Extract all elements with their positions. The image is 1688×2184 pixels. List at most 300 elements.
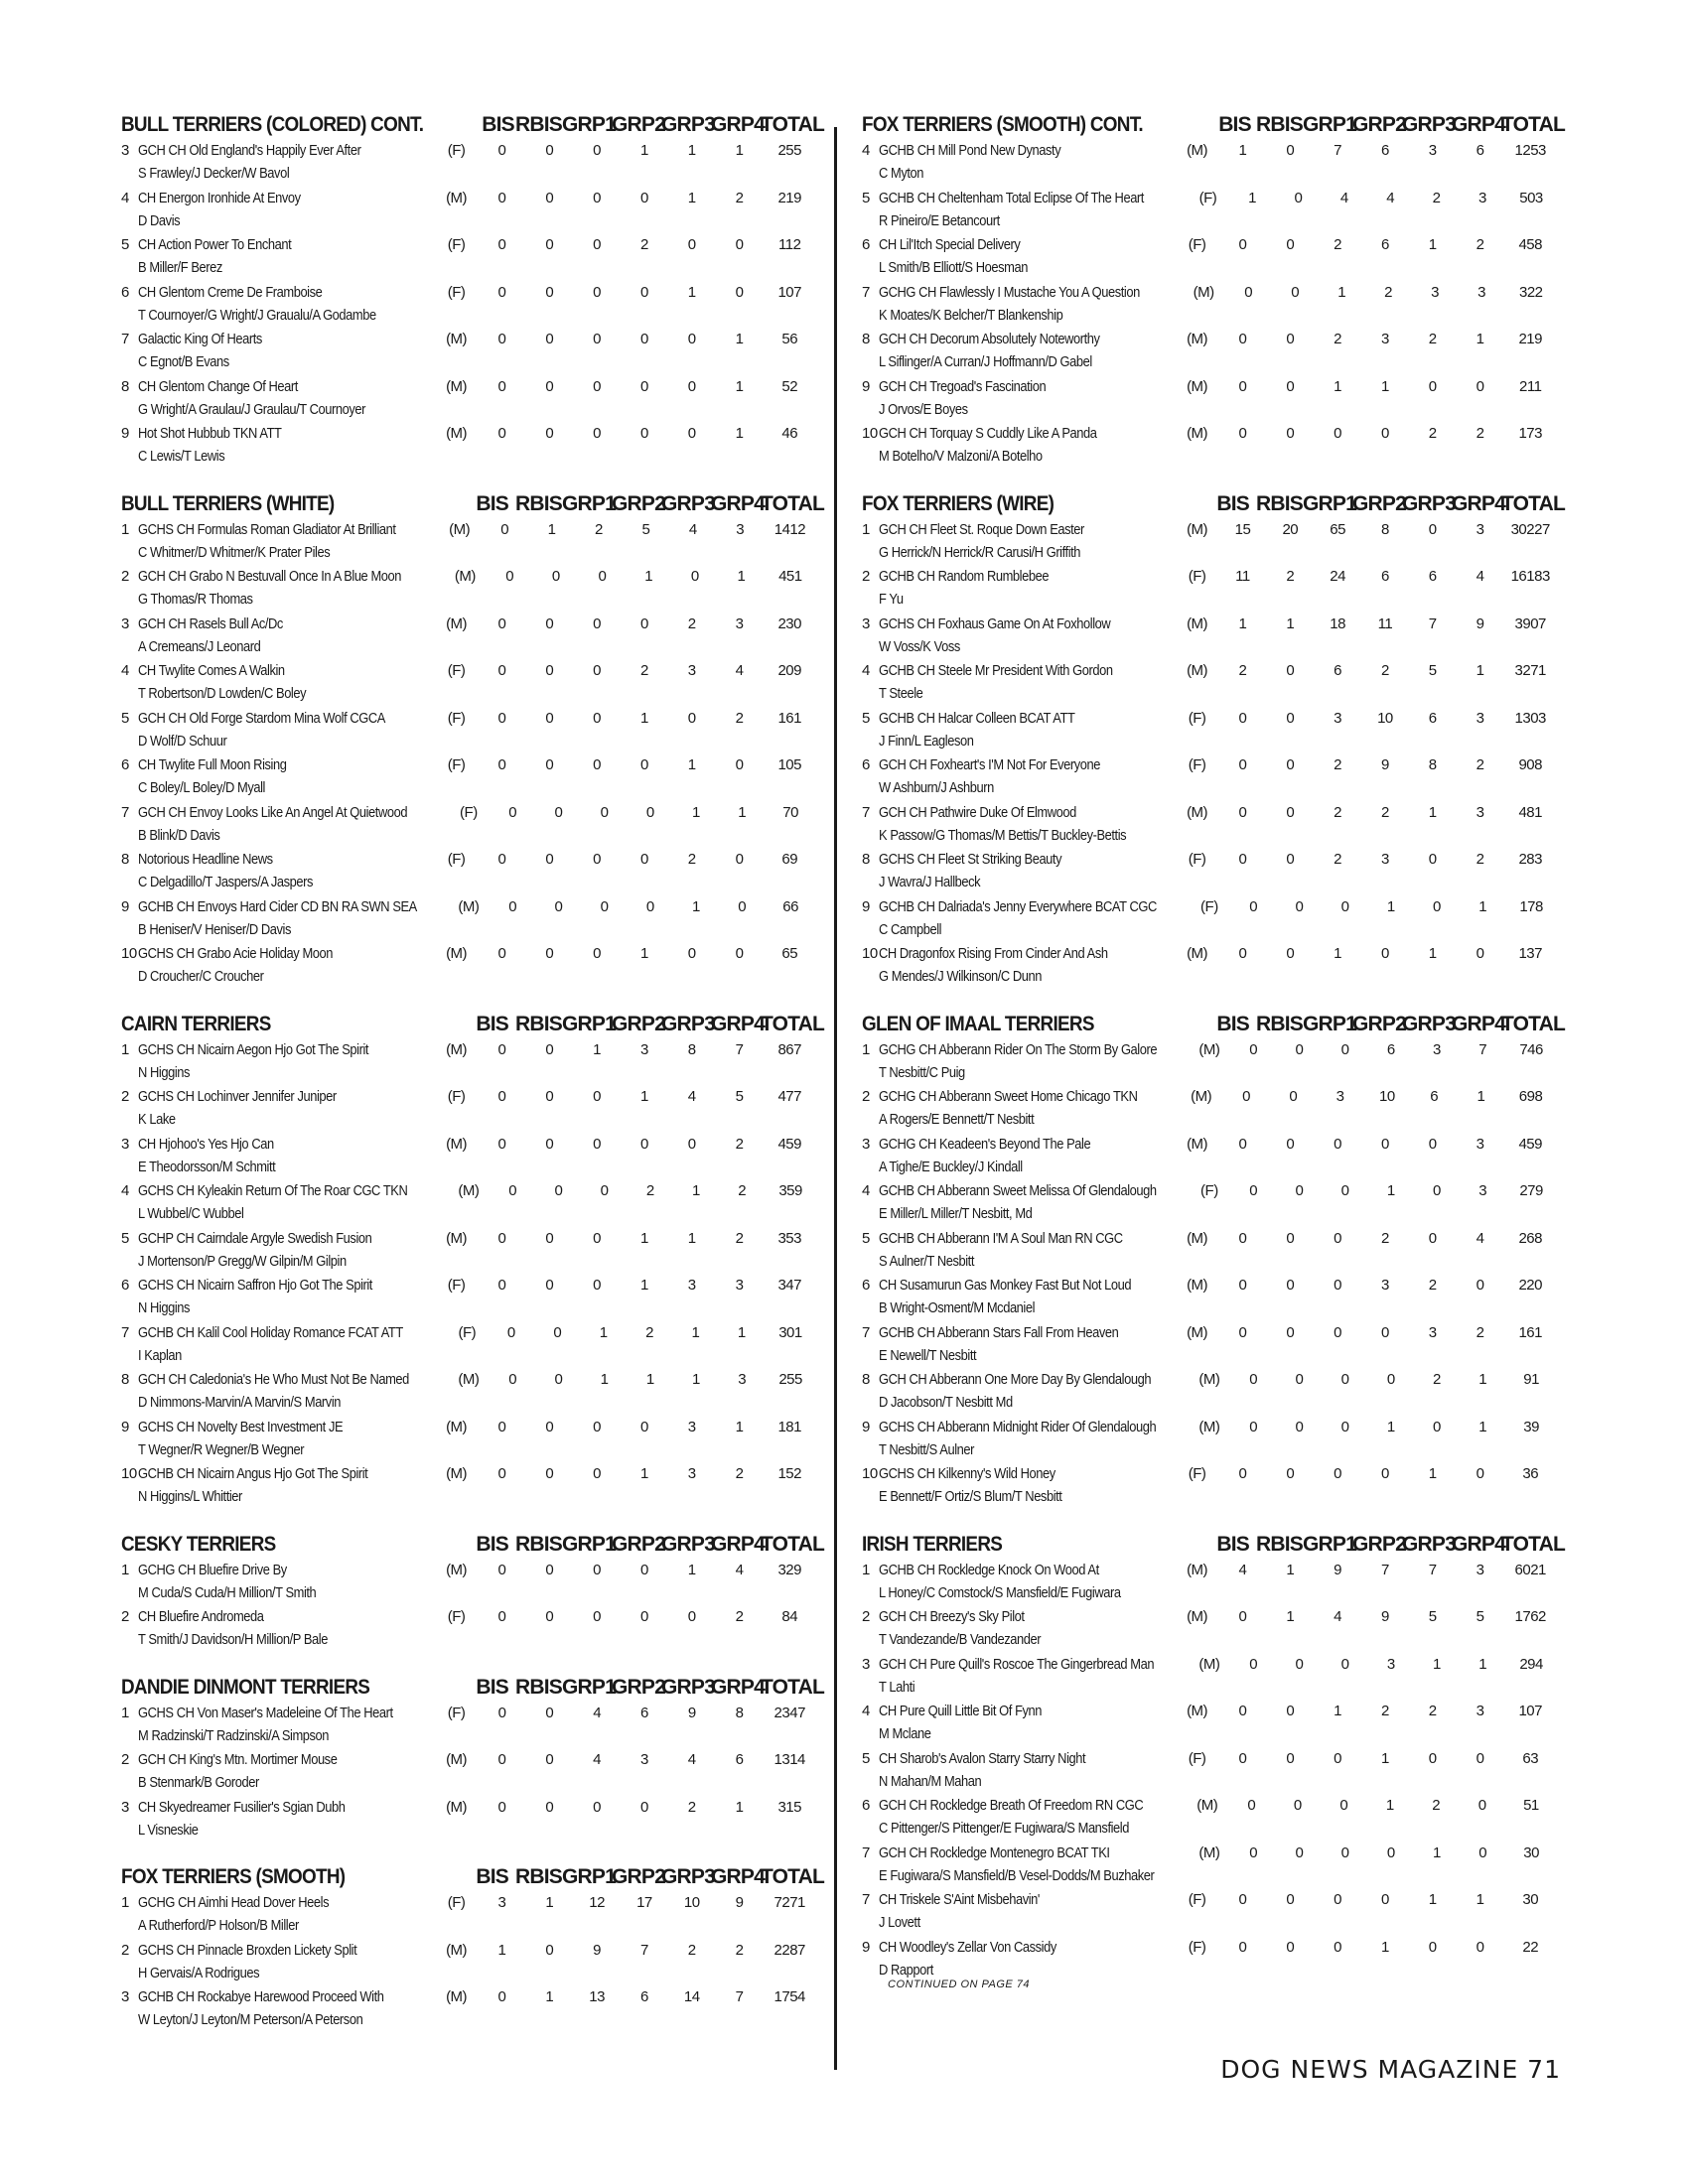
rank: 6 <box>862 236 870 253</box>
stat-cell: 2 <box>687 851 696 868</box>
rank: 7 <box>121 803 129 821</box>
owners: A Tighe/E Buckley/J Kindall <box>879 1158 1023 1175</box>
stat-cell: 0 <box>645 897 654 915</box>
stat-cell: 3 <box>1476 1135 1484 1153</box>
breed-section <box>121 491 825 990</box>
stat-cell: 0 <box>553 1323 562 1341</box>
column-header: BIS <box>476 1012 509 1035</box>
owners: D Rapport <box>879 1961 934 1979</box>
stat-cell: 0 <box>1286 1323 1295 1341</box>
dog-name: GCH CH Rockledge Montenegro BCAT TKI <box>878 1843 1110 1861</box>
table-row <box>121 1891 816 1939</box>
table-row <box>862 1888 1557 1936</box>
stat-cell: 0 <box>1476 1938 1484 1956</box>
sex: (M) <box>1187 1608 1208 1625</box>
stat-cell: 0 <box>545 851 554 868</box>
stat-cell: 1 <box>1433 1655 1441 1673</box>
stat-cell: 4 <box>735 1561 744 1578</box>
owners: B Blink/D Davis <box>137 826 220 844</box>
sex: (F) <box>458 1323 477 1341</box>
stat-cell: 6 <box>1386 1040 1395 1058</box>
owners: A Rutherford/P Holson/B Miller <box>138 1917 300 1934</box>
column-header: GRP4 <box>711 1865 765 1888</box>
stat-cell: 0 <box>598 568 607 585</box>
owners: M Cuda/S Cuda/H Million/T Smith <box>138 1583 317 1601</box>
stat-cell: 0 <box>1249 1843 1258 1861</box>
stat-cell: 0 <box>1428 377 1437 395</box>
table-row <box>121 139 816 187</box>
stat-cell: 0 <box>1340 1655 1349 1673</box>
stat-cell: 1 <box>735 142 744 159</box>
stat-cell: 2 <box>639 236 648 253</box>
dog-name: GCHB CH Random Rumblebee <box>879 568 1050 585</box>
sex: (M) <box>1198 1371 1220 1388</box>
stat-cell: 0 <box>593 1465 602 1482</box>
table-row <box>862 233 1557 281</box>
stat-cell: 347 <box>777 1277 801 1294</box>
stat-cell: 0 <box>497 614 506 632</box>
column-header: RBIS <box>515 1012 562 1035</box>
owners: G Wright/A Graulau/J Graulau/T Cournoyer <box>138 400 366 418</box>
owners: E Bennett/F Ortiz/S Blum/T Nesbitt <box>879 1488 1062 1505</box>
stat-cell: 1762 <box>1514 1608 1546 1625</box>
sex: (M) <box>446 1040 468 1058</box>
rank: 10 <box>862 945 878 962</box>
dog-name: CH Sharob's Avalon Starry Starry Night <box>879 1749 1086 1767</box>
table-row <box>121 659 816 707</box>
stat-cell: 1 <box>735 331 744 347</box>
stat-cell: 5 <box>1476 1608 1484 1625</box>
table-row <box>862 187 1557 234</box>
stat-cell: 0 <box>1286 1749 1295 1767</box>
stat-cell: 13 <box>589 1988 605 2005</box>
stat-cell: 1 <box>1334 1703 1342 1719</box>
sex: (M) <box>458 1182 480 1199</box>
breed-section <box>121 112 825 470</box>
dog-name: GCHB CH Halcar Colleen BCAT ATT <box>879 709 1075 727</box>
dog-name: CH Dragonfox Rising From Cinder And Ash <box>879 945 1108 962</box>
sex: (F) <box>447 709 466 727</box>
column-header: RBIS <box>515 1675 562 1699</box>
stat-cell: 0 <box>1340 1371 1349 1388</box>
stat-cell: 1 <box>1334 945 1342 962</box>
stat-cell: 0 <box>508 1182 517 1199</box>
stat-cell: 0 <box>1244 283 1253 301</box>
sex: (M) <box>1187 945 1208 962</box>
stat-cell: 1 <box>1286 1608 1295 1625</box>
sex: (M) <box>1198 1843 1220 1861</box>
stat-cell: 3 <box>1476 709 1484 727</box>
stat-cell: 698 <box>1518 1088 1543 1105</box>
stat-cell: 0 <box>545 662 554 679</box>
stat-cell: 1 <box>1286 1561 1295 1578</box>
stat-cell: 3 <box>1386 1655 1395 1673</box>
stat-cell: 1 <box>645 1371 654 1388</box>
dog-name: GCH CH King's Mtn. Mortimer Mouse <box>138 1751 338 1768</box>
stat-cell: 0 <box>1238 331 1247 347</box>
stat-cell: 6 <box>1430 1088 1439 1105</box>
section-header <box>121 1675 825 1699</box>
stat-cell: 5 <box>1428 662 1437 679</box>
stat-cell: 0 <box>1286 709 1295 727</box>
stat-cell: 0 <box>687 331 696 347</box>
column-header: BIS <box>476 1675 509 1699</box>
stat-cell: 0 <box>1433 897 1441 915</box>
stat-cell: 0 <box>1238 803 1247 821</box>
rank: 8 <box>121 1371 129 1388</box>
stat-cell: 1 <box>1476 331 1484 347</box>
stat-cell: 1 <box>639 709 648 727</box>
owners: C Delgadillo/T Jaspers/A Jaspers <box>138 874 314 890</box>
stat-cell: 3 <box>639 1040 648 1058</box>
stat-cell: 0 <box>545 236 554 253</box>
rank: 7 <box>862 1323 870 1341</box>
column-header: GRP3 <box>1402 113 1456 136</box>
stat-cell: 63 <box>1522 1749 1539 1767</box>
stat-cell: 0 <box>593 945 602 962</box>
table-row <box>121 1416 816 1463</box>
column-header: GRP4 <box>1452 113 1505 136</box>
stat-cell: 1 <box>735 1418 744 1435</box>
column-header: TOTAL <box>761 1532 825 1556</box>
stat-cell: 0 <box>593 851 602 868</box>
stat-cell: 0 <box>1340 1418 1349 1435</box>
owners: D Croucher/C Croucher <box>138 968 264 985</box>
stat-cell: 1 <box>737 568 746 585</box>
stat-cell: 0 <box>1340 1040 1349 1058</box>
stat-cell: 0 <box>545 945 554 962</box>
stat-cell: 2 <box>1380 662 1389 679</box>
section-header <box>862 491 1566 515</box>
table-row <box>862 375 1557 423</box>
table-row <box>862 1936 1557 1983</box>
stat-cell: 481 <box>1518 803 1542 821</box>
dog-name: GCHG CH Abberann Rider On The Storm By Galore <box>878 1040 1157 1058</box>
stat-cell: 1 <box>1428 945 1437 962</box>
stat-cell: 0 <box>1249 1182 1258 1199</box>
stat-cell: 2 <box>639 662 648 679</box>
stat-cell: 1 <box>1478 1655 1487 1673</box>
stat-cell: 0 <box>1334 1277 1342 1294</box>
column-header: TOTAL <box>761 1675 825 1699</box>
stat-cell: 1314 <box>774 1751 805 1768</box>
stat-cell: 209 <box>777 662 801 679</box>
stat-cell: 112 <box>778 236 801 253</box>
stat-cell: 0 <box>497 1088 506 1105</box>
table-row <box>862 1747 1557 1795</box>
sex: (F) <box>447 1894 466 1911</box>
stat-cell: 1 <box>735 377 744 395</box>
owners: M Radzinski/T Radzinski/A Simpson <box>138 1726 330 1744</box>
stat-cell: 359 <box>778 1182 802 1199</box>
stat-cell: 0 <box>593 1608 602 1625</box>
stat-cell: 0 <box>1433 1418 1441 1435</box>
sex: (M) <box>446 331 468 347</box>
section-header <box>121 1864 825 1888</box>
stat-cell: 36 <box>1522 1465 1539 1482</box>
stat-cell: 503 <box>1519 189 1543 206</box>
sex: (F) <box>1200 1182 1218 1199</box>
table-row <box>862 1179 1557 1227</box>
rank: 3 <box>121 614 129 632</box>
stat-cell: 15 <box>1234 520 1251 538</box>
stat-cell: 746 <box>1519 1040 1543 1058</box>
breed-section <box>862 1532 1566 1991</box>
dog-name: GCHS CH Nicairn Aegon Hjo Got The Spirit <box>138 1040 369 1058</box>
dog-name: GCHS CH Novelty Best Investment JE <box>138 1418 344 1435</box>
stat-cell: 0 <box>690 568 699 585</box>
owners: S Aulner/T Nesbitt <box>879 1252 975 1270</box>
breed-section <box>862 112 1566 470</box>
table-row <box>862 1133 1557 1180</box>
column-header: GRP2 <box>612 1865 665 1888</box>
stat-cell: 8 <box>735 1704 744 1721</box>
stat-cell: 11 <box>1377 614 1393 632</box>
stat-cell: 1 <box>1478 1371 1487 1388</box>
page-footer: DOG NEWS MAGAZINE 71 <box>1220 2055 1561 2084</box>
column-header: RBIS <box>1256 113 1303 136</box>
column-header: BIS <box>482 113 514 136</box>
dog-name: GCH CH Grabo N Bestuvall Once In A Blue Moon <box>137 568 401 585</box>
stat-cell: 7 <box>639 1941 648 1959</box>
stat-cell: 9 <box>1380 1608 1389 1625</box>
owners: I Kaplan <box>137 1346 182 1364</box>
stat-cell: 279 <box>1519 1182 1543 1199</box>
table-row <box>121 1085 816 1133</box>
owners: H Gervais/A Rodrigues <box>138 1964 260 1981</box>
dog-name: CH Susamurun Gas Monkey Fast But Not Loud <box>879 1277 1132 1294</box>
table-row <box>121 187 816 234</box>
stat-cell: 0 <box>593 1229 602 1247</box>
sex: (M) <box>1187 1561 1208 1578</box>
stat-cell: 1 <box>639 945 648 962</box>
rank: 7 <box>121 1323 129 1341</box>
table-row <box>121 1939 816 1986</box>
owners: A Cremeans/J Leonard <box>138 637 261 655</box>
stat-cell: 0 <box>1238 1323 1247 1341</box>
stat-cell: 0 <box>1238 1749 1247 1767</box>
dog-name: CH Lil'Itch Special Delivery <box>879 236 1021 253</box>
breed-title: IRISH TERRIERS <box>862 1532 1003 1556</box>
owners: L Honey/C Comstock/S Mansfield/E Fugiwara <box>879 1583 1121 1601</box>
column-header: GRP1 <box>1303 491 1356 515</box>
rank: 3 <box>862 614 870 632</box>
owners: D Jacobson/T Nesbitt Md <box>878 1394 1013 1411</box>
stat-cell: 30227 <box>1510 520 1550 538</box>
stat-cell: 0 <box>1295 1040 1304 1058</box>
dog-name: GCHG CH Abberann Sweet Home Chicago TKN <box>879 1088 1138 1105</box>
stat-cell: 2 <box>1433 1371 1441 1388</box>
stat-cell: 0 <box>545 1040 554 1058</box>
rank: 3 <box>121 1798 129 1816</box>
table-row <box>121 1462 816 1510</box>
stat-cell: 0 <box>545 614 554 632</box>
stat-cell: 5 <box>1428 1608 1437 1625</box>
stat-cell: 8 <box>1380 520 1389 538</box>
stat-cell: 0 <box>1238 425 1247 442</box>
rank: 6 <box>862 1277 870 1294</box>
stat-cell: 0 <box>497 236 506 253</box>
column-header: GRP4 <box>711 1532 765 1556</box>
stat-cell: 6021 <box>1514 1561 1546 1578</box>
column-header: TOTAL <box>761 1012 825 1035</box>
owners: T Wegner/R Wegner/B Wegner <box>138 1440 305 1458</box>
stat-cell: 4 <box>1339 189 1348 206</box>
stat-cell: 1 <box>639 1465 648 1482</box>
stat-cell: 3 <box>738 1371 747 1388</box>
stat-cell: 3 <box>736 520 745 538</box>
stat-cell: 0 <box>1295 1655 1304 1673</box>
stat-cell: 6 <box>1380 236 1389 253</box>
stat-cell: 0 <box>545 1088 554 1105</box>
stat-cell: 3 <box>687 1465 696 1482</box>
stat-cell: 0 <box>639 1798 648 1816</box>
stat-cell: 0 <box>1238 1277 1247 1294</box>
stat-cell: 0 <box>593 283 602 301</box>
stat-cell: 0 <box>735 851 744 868</box>
column-header: GRP4 <box>1452 1532 1505 1556</box>
table-row <box>121 1274 816 1321</box>
table-row <box>862 518 1557 566</box>
stat-cell: 1 <box>1477 1088 1485 1105</box>
stat-cell: 17 <box>636 1894 652 1911</box>
stat-cell: 0 <box>1242 1088 1250 1105</box>
stat-cell: 867 <box>777 1040 801 1058</box>
stat-cell: 107 <box>1518 1703 1542 1719</box>
stat-cell: 0 <box>497 1135 506 1153</box>
rank: 4 <box>121 662 129 679</box>
stat-cell: 255 <box>777 142 801 159</box>
owners: G Thomas/R Thomas <box>137 591 253 608</box>
dog-name: CH Skyedreamer Fusilier's Sgian Dubh <box>138 1798 346 1816</box>
stat-cell: 0 <box>497 1229 506 1247</box>
sex: (F) <box>1198 189 1217 206</box>
table-row <box>862 422 1557 470</box>
stat-cell: 6 <box>1476 142 1484 159</box>
stat-cell: 2 <box>1476 851 1484 868</box>
stat-cell: 322 <box>1518 283 1543 301</box>
section-header <box>862 112 1566 136</box>
stat-cell: 30 <box>1522 1891 1539 1908</box>
stat-cell: 0 <box>639 283 648 301</box>
stat-cell: 9 <box>735 1894 744 1911</box>
breed-section <box>862 491 1566 990</box>
stat-cell: 0 <box>1477 1797 1486 1814</box>
stat-cell: 1 <box>639 1277 648 1294</box>
column-header: GRP2 <box>612 1675 665 1699</box>
table-row <box>862 1700 1557 1747</box>
dog-name: GCHB CH Kalil Cool Holiday Romance FCAT ATT <box>137 1323 403 1341</box>
stat-cell: 451 <box>778 568 802 585</box>
dog-name: GCHS CH Grabo Acie Holiday Moon <box>138 945 334 962</box>
stat-cell: 0 <box>687 1135 696 1153</box>
stat-cell: 6 <box>735 1751 744 1768</box>
dog-name: GCHS CH Kilkenny's Wild Honey <box>879 1465 1056 1482</box>
dog-name: CH Woodley's Zellar Von Cassidy <box>879 1938 1057 1956</box>
breed-section <box>121 1012 825 1510</box>
stat-cell: 4 <box>1476 568 1484 585</box>
column-header: BIS <box>476 1865 509 1888</box>
rank: 10 <box>862 1465 878 1482</box>
stat-cell: 24 <box>1330 568 1345 585</box>
stat-cell: 0 <box>545 331 554 347</box>
stat-cell: 0 <box>506 1323 515 1341</box>
stat-cell: 458 <box>1518 236 1542 253</box>
stat-cell: 8 <box>687 1040 696 1058</box>
dog-name: GCH CH Pathwire Duke Of Elmwood <box>879 803 1077 821</box>
dog-name: CH Glentom Creme De Framboise <box>138 283 323 301</box>
stat-cell: 2 <box>1432 189 1441 206</box>
stat-cell: 2 <box>1334 851 1342 868</box>
stat-cell: 0 <box>1334 1465 1342 1482</box>
table-row <box>862 1368 1557 1416</box>
stat-cell: 7 <box>1334 142 1342 159</box>
table-row <box>862 659 1557 707</box>
dog-name: GCH CH Envoy Looks Like An Angel At Quietwood <box>137 803 407 821</box>
section-header <box>121 1012 825 1035</box>
sex: (M) <box>1187 331 1208 347</box>
stat-cell: 0 <box>1238 1891 1247 1908</box>
stat-cell: 1 <box>1428 1465 1437 1482</box>
column-header: BIS <box>1216 491 1250 515</box>
sex: (M) <box>446 189 468 206</box>
stat-cell: 2 <box>735 1465 744 1482</box>
stat-cell: 0 <box>639 1561 648 1578</box>
stat-cell: 0 <box>1339 1797 1348 1814</box>
rank: 6 <box>862 756 870 773</box>
sex: (M) <box>458 897 480 915</box>
stat-cell: 1 <box>692 1182 700 1199</box>
column-header: GRP4 <box>711 1675 765 1699</box>
table-row <box>121 848 816 895</box>
stat-cell: 66 <box>782 897 798 915</box>
breed-title: BULL TERRIERS (COLORED) CONT. <box>121 113 424 136</box>
stat-cell: 6 <box>639 1988 648 2005</box>
sex: (F) <box>447 236 466 253</box>
stat-cell: 0 <box>1286 1135 1295 1153</box>
column-header: TOTAL <box>1501 1012 1566 1035</box>
table-row <box>121 1179 816 1227</box>
left-column <box>121 112 825 2055</box>
stat-cell: 3 <box>1476 1703 1484 1719</box>
column-header: GRP3 <box>661 113 715 136</box>
stat-cell: 219 <box>777 189 801 206</box>
breed-section <box>121 1532 825 1653</box>
table-row <box>862 1227 1557 1275</box>
sex: (M) <box>446 1941 468 1959</box>
sex: (F) <box>1200 897 1218 915</box>
rank: 7 <box>121 331 129 347</box>
sex: (M) <box>446 425 468 442</box>
owners: C Egnot/B Evans <box>138 353 230 370</box>
stat-cell: 2 <box>1380 1229 1389 1247</box>
table-row <box>121 1227 816 1275</box>
dog-name: GCHB CH Steele Mr President With Gordon <box>879 662 1113 679</box>
stat-cell: 2 <box>1476 425 1484 442</box>
stat-cell: 1 <box>1385 1797 1394 1814</box>
rank: 4 <box>862 142 870 159</box>
stat-cell: 7 <box>1428 1561 1437 1578</box>
table-row <box>862 281 1557 329</box>
table-row <box>121 565 816 613</box>
owners: J Lovett <box>879 1914 920 1931</box>
stat-cell: 1 <box>1337 283 1346 301</box>
stat-cell: 3 <box>1477 283 1485 301</box>
dog-name: GCHS CH Lochinver Jennifer Juniper <box>138 1088 337 1105</box>
stat-cell: 105 <box>777 756 801 773</box>
breed-title: CAIRN TERRIERS <box>121 1012 271 1035</box>
stat-cell: 0 <box>1295 1843 1304 1861</box>
